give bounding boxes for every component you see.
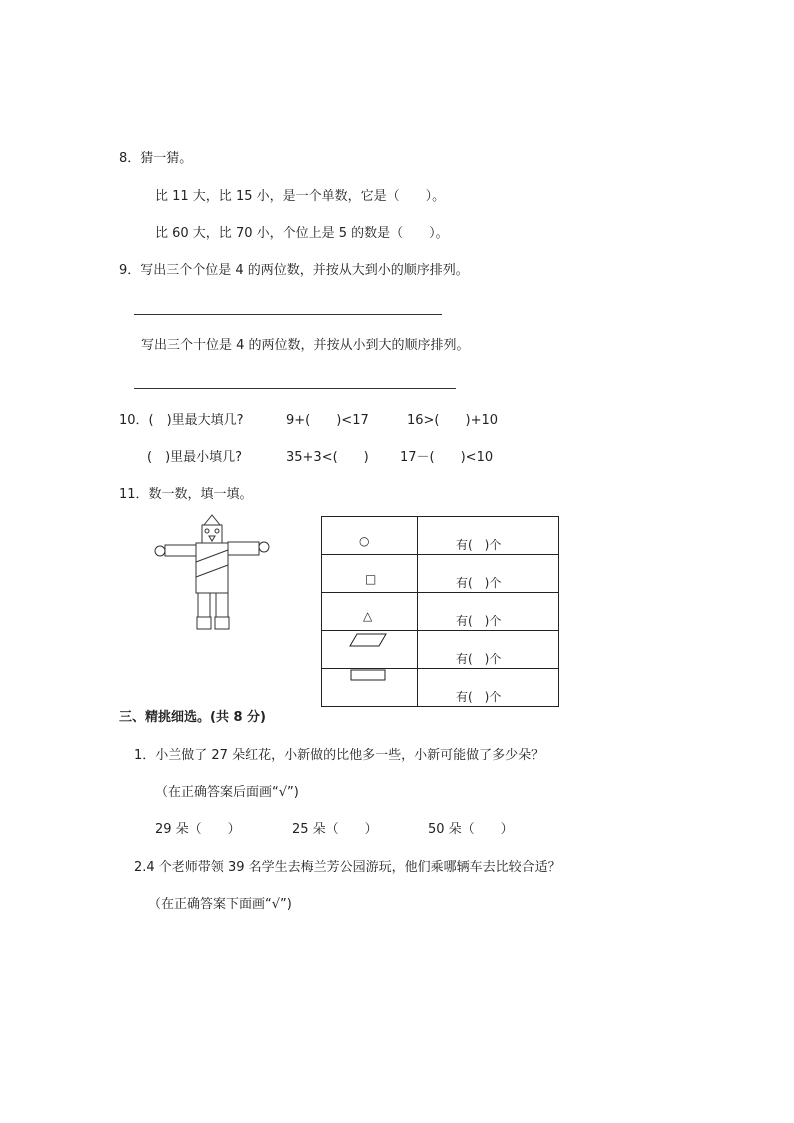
s3-q1-text: 1．小兰做了 27 朵红花，小新做的比他多一些，小新可能做了多少朵？ <box>134 748 545 763</box>
shape-count-table <box>321 516 559 707</box>
table-row <box>322 593 559 631</box>
count-cell[interactable] <box>418 555 559 593</box>
table-row <box>322 631 559 669</box>
count-text: 有( )个 <box>456 576 502 590</box>
circle-icon: ○ <box>359 534 370 548</box>
section3-title: 三、精挑细选。(共 8 分) <box>119 710 266 725</box>
count-text: 有( )个 <box>456 538 502 552</box>
q9-answer-line-2[interactable] <box>134 388 456 389</box>
table-row <box>322 555 559 593</box>
q8-line2: 比 60 大，比 70 小，个位上是 5 的数是（ ）。 <box>155 226 449 241</box>
count-cell[interactable] <box>418 593 559 631</box>
q11-title: 11．数一数，填一填。 <box>119 487 253 502</box>
shape-cell-triangle <box>322 593 418 631</box>
rectangle-icon <box>350 669 386 681</box>
q9-line2: 写出三个十位是 4 的两位数，并按从小到大的顺序排列。 <box>141 338 470 353</box>
triangle-icon: △ <box>363 609 373 623</box>
square-icon: □ <box>365 572 377 586</box>
q10-row2-label: ( )里最小填几? <box>147 450 243 465</box>
table-row <box>322 669 559 707</box>
q9-title: 9．写出三个个位是 4 的两位数，并按从大到小的顺序排列。 <box>119 263 469 278</box>
robot-hat-triangle <box>204 515 220 525</box>
robot-nose-triangle <box>209 536 215 541</box>
count-text: 有( )个 <box>456 690 502 704</box>
shape-cell-parallelogram <box>322 631 418 669</box>
table-row <box>322 517 559 555</box>
shape-cell-circle <box>322 517 418 555</box>
robot-hand-right <box>259 542 269 552</box>
shape-cell-square <box>322 555 418 593</box>
q8-line1: 比 11 大，比 15 小，是一个单数，它是（ ）。 <box>155 189 446 204</box>
robot-foot-right <box>215 617 229 629</box>
robot-body-rect <box>196 543 228 593</box>
robot-hand-left <box>155 546 165 556</box>
robot-body-parallelogram <box>196 550 228 577</box>
count-cell[interactable] <box>418 631 559 669</box>
q8-title: 8．猜一猜。 <box>119 151 193 166</box>
robot-arm-left <box>165 545 196 556</box>
robot-leg-right <box>216 593 228 617</box>
s3-q1-option-a[interactable]: 29 朵（ ） <box>155 822 241 837</box>
q10-row1-label: 10．( )里最大填几? <box>119 413 244 428</box>
q10-row1-b: 16>( )+10 <box>407 413 499 428</box>
q9-answer-line-1[interactable] <box>134 314 442 315</box>
robot-eye-left <box>205 529 209 533</box>
parallelogram-icon <box>349 633 387 647</box>
robot-eye-right <box>215 529 219 533</box>
count-cell[interactable] <box>418 517 559 555</box>
q10-row1-a: 9+( )<17 <box>286 413 369 428</box>
robot-leg-left <box>198 593 210 617</box>
s3-q1-option-b[interactable]: 25 朵（ ） <box>292 822 378 837</box>
q10-row2-a: 35+3<( ) <box>286 450 369 465</box>
robot-figure <box>152 512 276 634</box>
count-text: 有( )个 <box>456 652 502 666</box>
s3-q1-option-c[interactable]: 50 朵（ ） <box>428 822 514 837</box>
s3-q2-text: 2.4 个老师带领 39 名学生去梅兰芳公园游玩，他们乘哪辆车去比较合适？ <box>134 860 561 875</box>
count-text: 有( )个 <box>456 614 502 628</box>
s3-q2-hint: （在正确答案下面画“√”) <box>148 897 292 912</box>
robot-arm-right <box>228 542 259 555</box>
s3-q1-hint: （在正确答案后面画“√”) <box>155 785 299 800</box>
count-cell[interactable] <box>418 669 559 707</box>
robot-foot-left <box>197 617 211 629</box>
shape-cell-rectangle <box>322 669 418 707</box>
q10-row2-b: 17－( )<10 <box>400 450 494 465</box>
